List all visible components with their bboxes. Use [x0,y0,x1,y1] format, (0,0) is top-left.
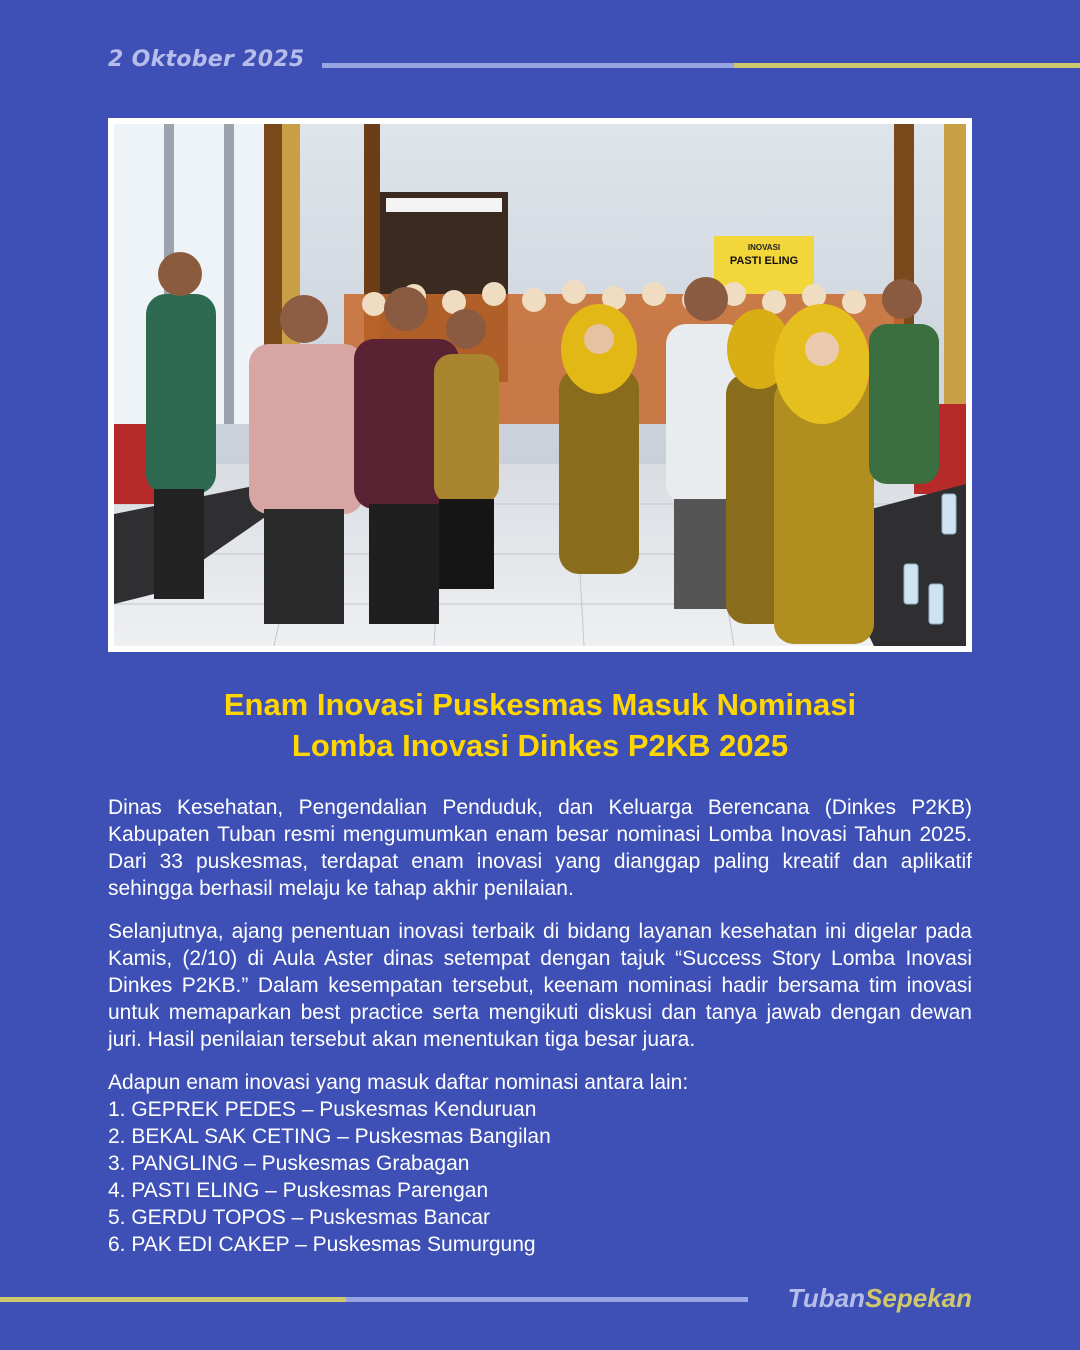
list-item: 4. PASTI ELING – Puskesmas Parengan [108,1179,489,1202]
title-line-1: Enam Inovasi Puskesmas Masuk Nominasi [223,687,857,722]
brand-part-1: Tuban [787,1283,866,1313]
brand-logo [788,1283,972,1314]
article-body [108,794,972,1258]
list-intro: Adapun enam inovasi yang masuk daftar nominasi antara lain: [108,1071,689,1094]
article-title [108,684,972,766]
nominee-list [108,1096,972,1258]
banner-line2: PASTI ELING [729,255,799,267]
photo-frame [108,118,972,652]
date-label: 2 Oktober 2025 [108,47,305,72]
list-item: 6. PAK EDI CAKEP – Puskesmas Sumurgung [108,1233,536,1256]
list-item: 5. GERDU TOPOS – Puskesmas Bancar [108,1206,491,1229]
brand-part-2: Sepekan [865,1283,972,1313]
paragraph-2: Selanjutnya, ajang penentuan inovasi terbaik di bidang layanan kesehatan ini digelar pada Kamis, (2/10) di Aula Aster dinas setempat dengan tajuk “Success Story Lomba Inovasi Dinkes P2KB.” Dalam kesempatan tersebut, keenam nominasi hadir bersama tim inovasi untuk memaparkan best practice serta mengikuti diskusi dan tanya jawab dengan dewan juri. Hasil penilaian tersebut akan menentukan tiga besar juara. [108,920,972,1051]
title-line-2: Lomba Inovasi Dinkes P2KB 2025 [291,728,789,763]
banner-line1: INOVASI [747,243,781,252]
header-divider-right [734,63,1080,68]
list-item: 3. PANGLING – Puskesmas Grabagan [108,1152,470,1175]
footer-divider-left [0,1297,346,1302]
group-photo [114,124,966,646]
paragraph-1: Dinas Kesehatan, Pengendalian Penduduk, dan Keluarga Berencana (Dinkes P2KB) Kabupaten Tuban resmi mengumumkan enam besar nominasi Lomba Inovasi Tahun 2025. Dari 33 puskesmas, terdapat enam inovasi yang dianggap paling kreatif dan aplikatif sehingga berhasil melaju ke tahap akhir penilaian. [108,796,972,900]
list-item: 1. GEPREK PEDES – Puskesmas Kenduruan [108,1098,537,1121]
footer-divider-right [346,1297,748,1302]
list-item: 2. BEKAL SAK CETING – Puskesmas Bangilan [108,1125,551,1148]
header-divider-left [322,63,734,68]
